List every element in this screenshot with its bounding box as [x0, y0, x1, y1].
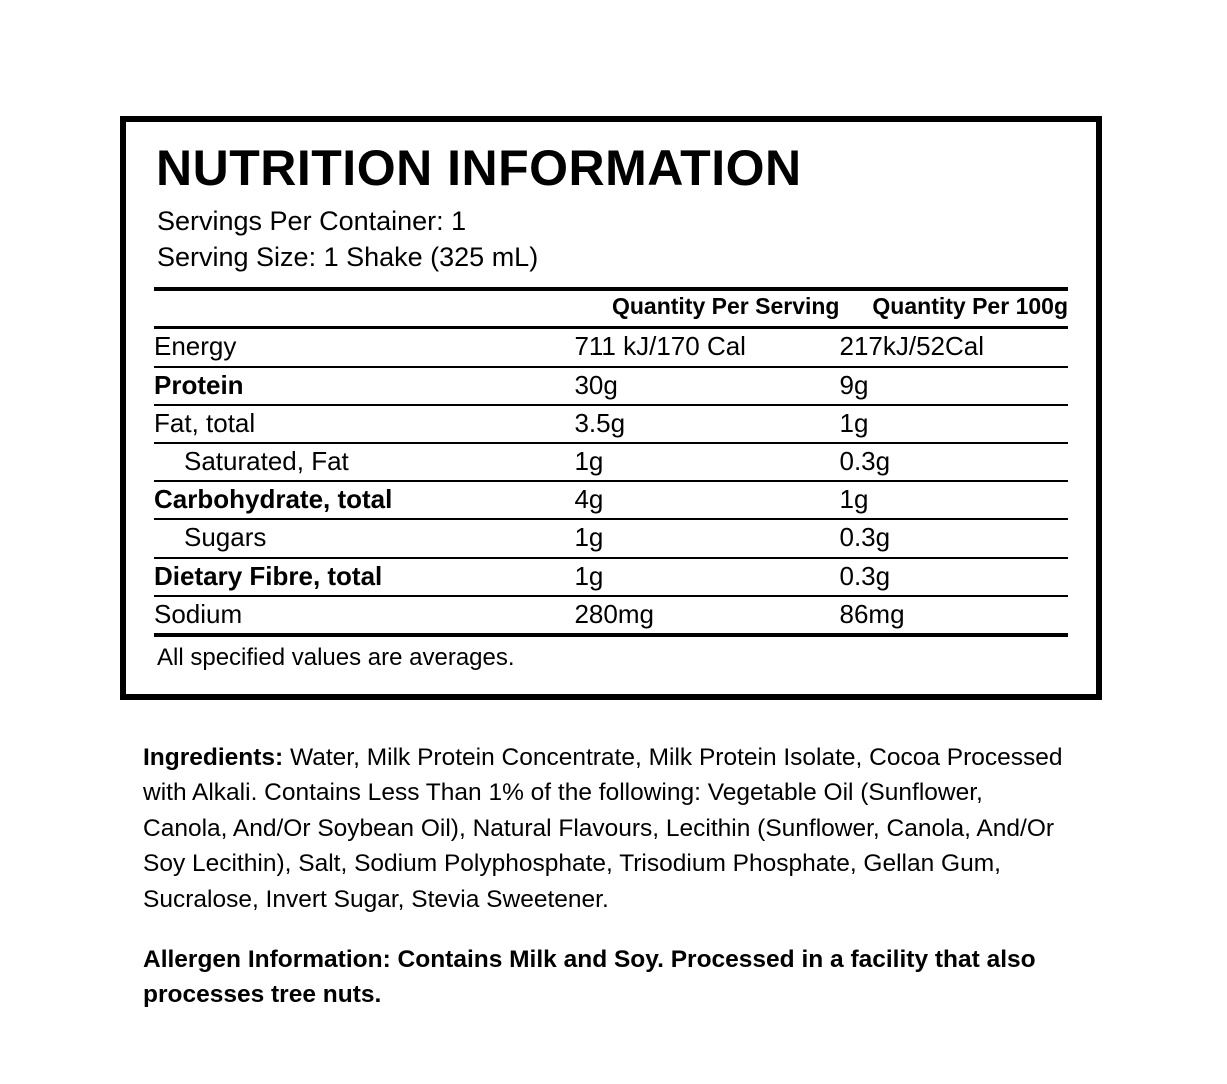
- ingredients-paragraph: [143, 740, 1073, 918]
- row-value-per-serving: 30g: [574, 367, 839, 405]
- page-title: NUTRITION INFORMATION: [156, 140, 802, 196]
- row-value-per-serving: 711 kJ/170 Cal: [574, 328, 839, 367]
- row-value-per-100g: 0.3g: [839, 443, 1068, 481]
- serving-size: Serving Size: 1 Shake (325 mL): [157, 241, 539, 272]
- row-value-per-100g: 1g: [839, 405, 1068, 443]
- row-value-per-100g: 9g: [839, 367, 1068, 405]
- row-value-per-100g: 1g: [839, 481, 1068, 519]
- row-value-per-100g: 217kJ/52Cal: [839, 328, 1068, 367]
- row-value-per-100g: 0.3g: [839, 519, 1068, 557]
- table-header-row: [154, 289, 1068, 328]
- table-row: [154, 596, 1068, 635]
- row-label: Energy: [154, 328, 574, 367]
- row-value-per-100g: 86mg: [839, 596, 1068, 635]
- table-row: [154, 443, 1068, 481]
- row-label: Dietary Fibre, total: [154, 558, 574, 596]
- nutrition-table: [154, 287, 1068, 637]
- table-row: [154, 405, 1068, 443]
- table-row: [154, 558, 1068, 596]
- row-value-per-serving: 1g: [574, 558, 839, 596]
- row-value-per-serving: 4g: [574, 481, 839, 519]
- ingredients-label: Ingredients:: [143, 743, 284, 771]
- column-header-per-100g: Quantity Per 100g: [839, 289, 1068, 328]
- table-row: [154, 519, 1068, 557]
- row-label: Sugars: [154, 519, 574, 557]
- table-row: [154, 367, 1068, 405]
- row-label: Sodium: [154, 596, 574, 635]
- row-value-per-serving: 1g: [574, 443, 839, 481]
- row-value-per-serving: 3.5g: [574, 405, 839, 443]
- servings-per-container: Servings Per Container: 1: [157, 205, 467, 236]
- averages-footnote: All specified values are averages.: [157, 643, 515, 671]
- allergen-label: Allergen Information: Contains Milk and Soy. Processed in a facility that also processes tree nuts.: [143, 945, 1036, 1009]
- row-value-per-serving: 280mg: [574, 596, 839, 635]
- row-value-per-serving: 1g: [574, 519, 839, 557]
- row-value-per-100g: 0.3g: [839, 558, 1068, 596]
- ingredients-text: Water, Milk Protein Concentrate, Milk Protein Isolate, Cocoa Processed with Alkali. Contains Less Than 1% of the following: Vegetable Oil (Sunflower, Canola, And/Or Soybean Oil), Natural Flavours, Lecithin (Sunflower, Canola, And/Or Soy Lecithin), Salt, Sodium Polyphosphate, Trisodium Phosphate, Gellan Gum, Sucralose, Invert Sugar, Stevia Sweetener.: [143, 743, 1063, 913]
- row-label: Fat, total: [154, 405, 574, 443]
- row-label: Protein: [154, 367, 574, 405]
- row-label: Carbohydrate, total: [154, 481, 574, 519]
- allergen-paragraph: [143, 942, 1073, 1013]
- column-header-per-serving: Quantity Per Serving: [574, 289, 839, 328]
- row-label: Saturated, Fat: [154, 443, 574, 481]
- nutrition-information-panel: [120, 116, 1102, 700]
- table-row: [154, 328, 1068, 367]
- table-row: [154, 481, 1068, 519]
- ingredients-section: [143, 715, 1073, 1037]
- column-header-nutrient: [154, 289, 574, 328]
